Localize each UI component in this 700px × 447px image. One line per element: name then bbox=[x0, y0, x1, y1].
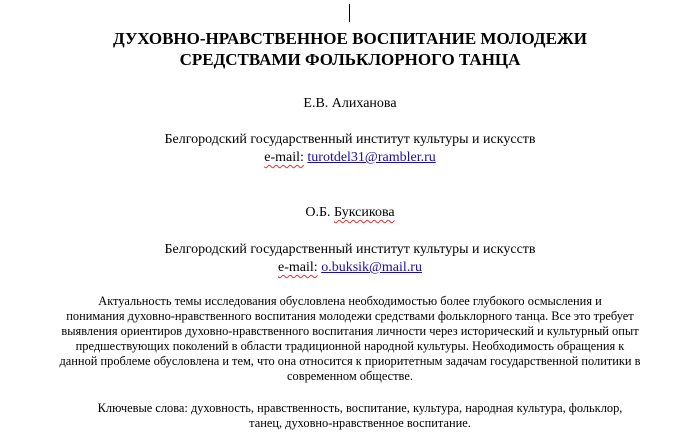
author-2-affiliation: Белгородский государственный институт культуры и искусств bbox=[164, 242, 536, 257]
abstract-line: понимания духовно-нравственного воспитания молодежи средствами фольклорного танца. Все это требует bbox=[66, 309, 634, 323]
abstract-line: данной проблеме обусловлена и тем, что она относится к приоритетным задачам государственной политики в bbox=[59, 354, 641, 368]
author-1-email-label: e-mail: bbox=[264, 150, 304, 165]
author-2-email-label: e-mail: bbox=[278, 260, 318, 275]
keywords-line: танец, духовно-нравственное воспитание. bbox=[249, 416, 471, 430]
abstract-line: Актуальность темы исследования обусловлена необходимостью более глубокого осмысления и bbox=[98, 294, 602, 308]
author-2-surname: Буксикова bbox=[334, 205, 395, 220]
author-2-name bbox=[0, 205, 700, 221]
abstract-line: предшествующих поколений в области традиционной народной культуры. Необходимость обращения к bbox=[75, 339, 625, 353]
author-2-email-link[interactable]: o.buksik@mail.ru bbox=[321, 260, 422, 275]
author-2-email-line bbox=[0, 260, 700, 276]
author-2-initials: О.Б. bbox=[305, 205, 331, 220]
author-1-name: Е.В. Алиханова bbox=[303, 96, 397, 111]
author-1-affiliation: Белгородский государственный институт культуры и искусств bbox=[164, 132, 536, 147]
keywords-paragraph bbox=[40, 401, 680, 431]
abstract-paragraph bbox=[14, 294, 686, 384]
title-line-2: СРЕДСТВАМИ ФОЛЬКЛОРНОГО ТАНЦА bbox=[179, 50, 521, 69]
abstract-line: современном обществе. bbox=[287, 369, 413, 383]
title-line-1: ДУХОВНО-НРАВСТВЕННОЕ ВОСПИТАНИЕ МОЛОДЕЖИ bbox=[113, 29, 587, 48]
author-1-email-line bbox=[0, 150, 700, 166]
author-1-email-link[interactable]: turotdel31@rambler.ru bbox=[307, 150, 436, 165]
text-cursor bbox=[349, 4, 350, 22]
abstract-line: выявления ориентиров духовно-нравственного воспитания личности через исторический и культурный опыт bbox=[61, 324, 639, 338]
keywords-line: Ключевые слова: духовность, нравственность, воспитание, культура, народная культура, фольклор, bbox=[97, 401, 623, 415]
